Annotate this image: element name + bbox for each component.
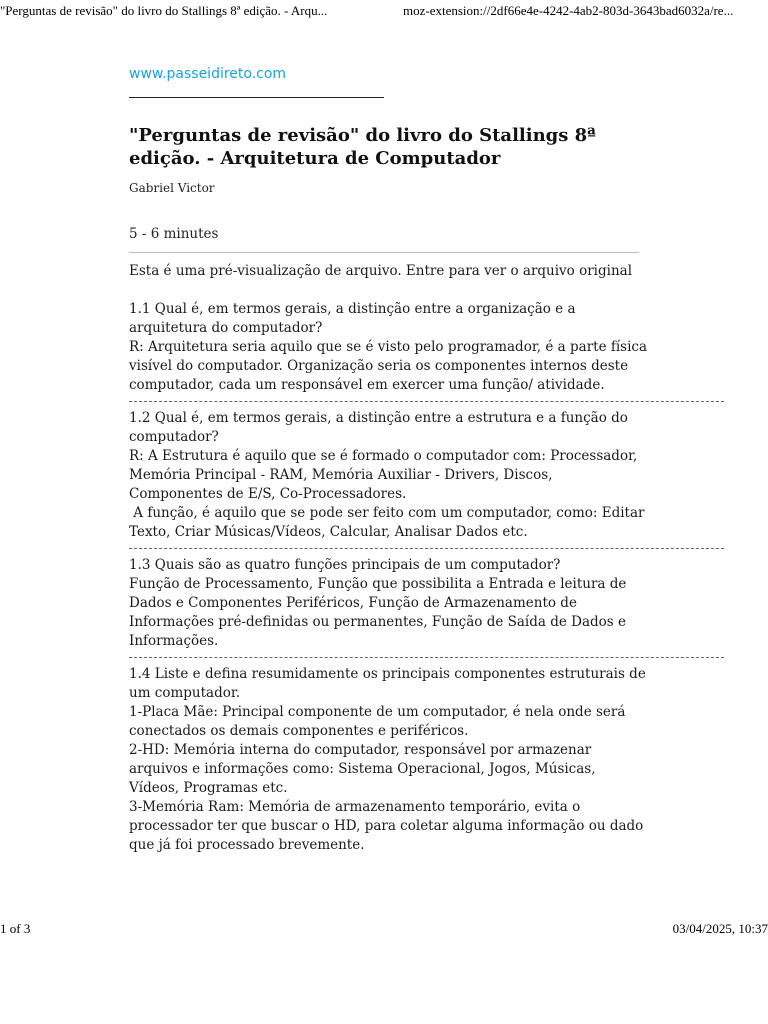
answer-1-2-function: A função, é aquilo que se pode ser feito com um computador, como: Editar Texto, Criar Músicas/Vídeos, Calcular, Analisar Dados etc. — [129, 505, 649, 540]
page-number: 1 of 3 — [0, 921, 31, 936]
meta-divider — [129, 252, 639, 253]
qa-section-1-2 — [129, 409, 649, 542]
answer-1-4-ram: 3-Memória Ram: Memória de armazenamento temporário, evita o processador ter que buscar o HD, para coletar alguma informação ou dado que já foi processado brevemente. — [129, 799, 648, 853]
question-1-1: 1.1 Qual é, em termos gerais, a distinção entre a organização e a arquitetura do computador? — [129, 301, 580, 336]
answer-1-1: R: Arquitetura seria aquilo que se é visto pelo programador, é a parte física visível do computador. Organização seria os componentes internos deste computador, cada um responsável em exercer uma função/ atividade. — [129, 339, 652, 393]
question-1-3: 1.3 Quais são as quatro funções principais de um computador? — [129, 557, 561, 573]
dashed-separator — [129, 401, 724, 402]
question-1-2: 1.2 Qual é, em termos gerais, a distinção entre a estrutura e a função do computador? — [129, 410, 633, 445]
site-link[interactable]: www.passeidireto.com — [129, 66, 287, 82]
qa-section-1-4 — [129, 665, 649, 855]
page-title: "Perguntas de revisão" do livro do Stallings 8ª edição. - Arquitetura de Computador — [129, 125, 596, 169]
dashed-separator — [129, 657, 724, 658]
print-header-url: moz-extension://2df66e4e-4242-4ab2-803d-3643bad6032a/re... — [403, 3, 734, 18]
answer-1-2: R: A Estrutura é aquilo que se é formado o computador com: Processador, Memória Principal - RAM, Memória Auxiliar - Drivers, Discos, Componentes de E/S, Co-Processadores. — [129, 448, 642, 502]
article-body — [129, 262, 652, 855]
site-divider — [129, 97, 384, 98]
answer-1-4-motherboard: 1-Placa Mãe: Principal componente de um computador, é nela onde será conectados os demais componentes e periféricos. — [129, 704, 630, 739]
answer-1-3: Função de Processamento, Função que possibilita a Entrada e leitura de Dados e Componentes Periféricos, Função de Armazenamento de Informações pré-definidas ou permanentes, Função de Saída de Dados e Informações. — [129, 576, 631, 649]
question-1-4: 1.4 Liste e defina resumidamente os principais componentes estruturais de um computador. — [129, 666, 651, 701]
print-datetime: 03/04/2025, 10:37 — [672, 921, 768, 936]
qa-section-1-1 — [129, 300, 652, 395]
qa-section-1-3 — [129, 556, 649, 651]
print-header — [0, 0, 768, 20]
dashed-separator — [129, 548, 724, 549]
answer-1-4-hd: 2-HD: Memória interna do computador, responsável por armazenar arquivos e informações como: Sistema Operacional, Jogos, Músicas, Vídeos, Programas etc. — [129, 742, 600, 796]
preview-notice: Esta é uma pré-visualização de arquivo. Entre para ver o arquivo original — [129, 263, 633, 279]
author-name: Gabriel Victor — [129, 181, 215, 195]
reading-time: 5 - 6 minutes — [129, 226, 219, 242]
print-header-title: "Perguntas de revisão" do livro do Stallings 8ª edição. - Arqu... — [0, 3, 328, 18]
